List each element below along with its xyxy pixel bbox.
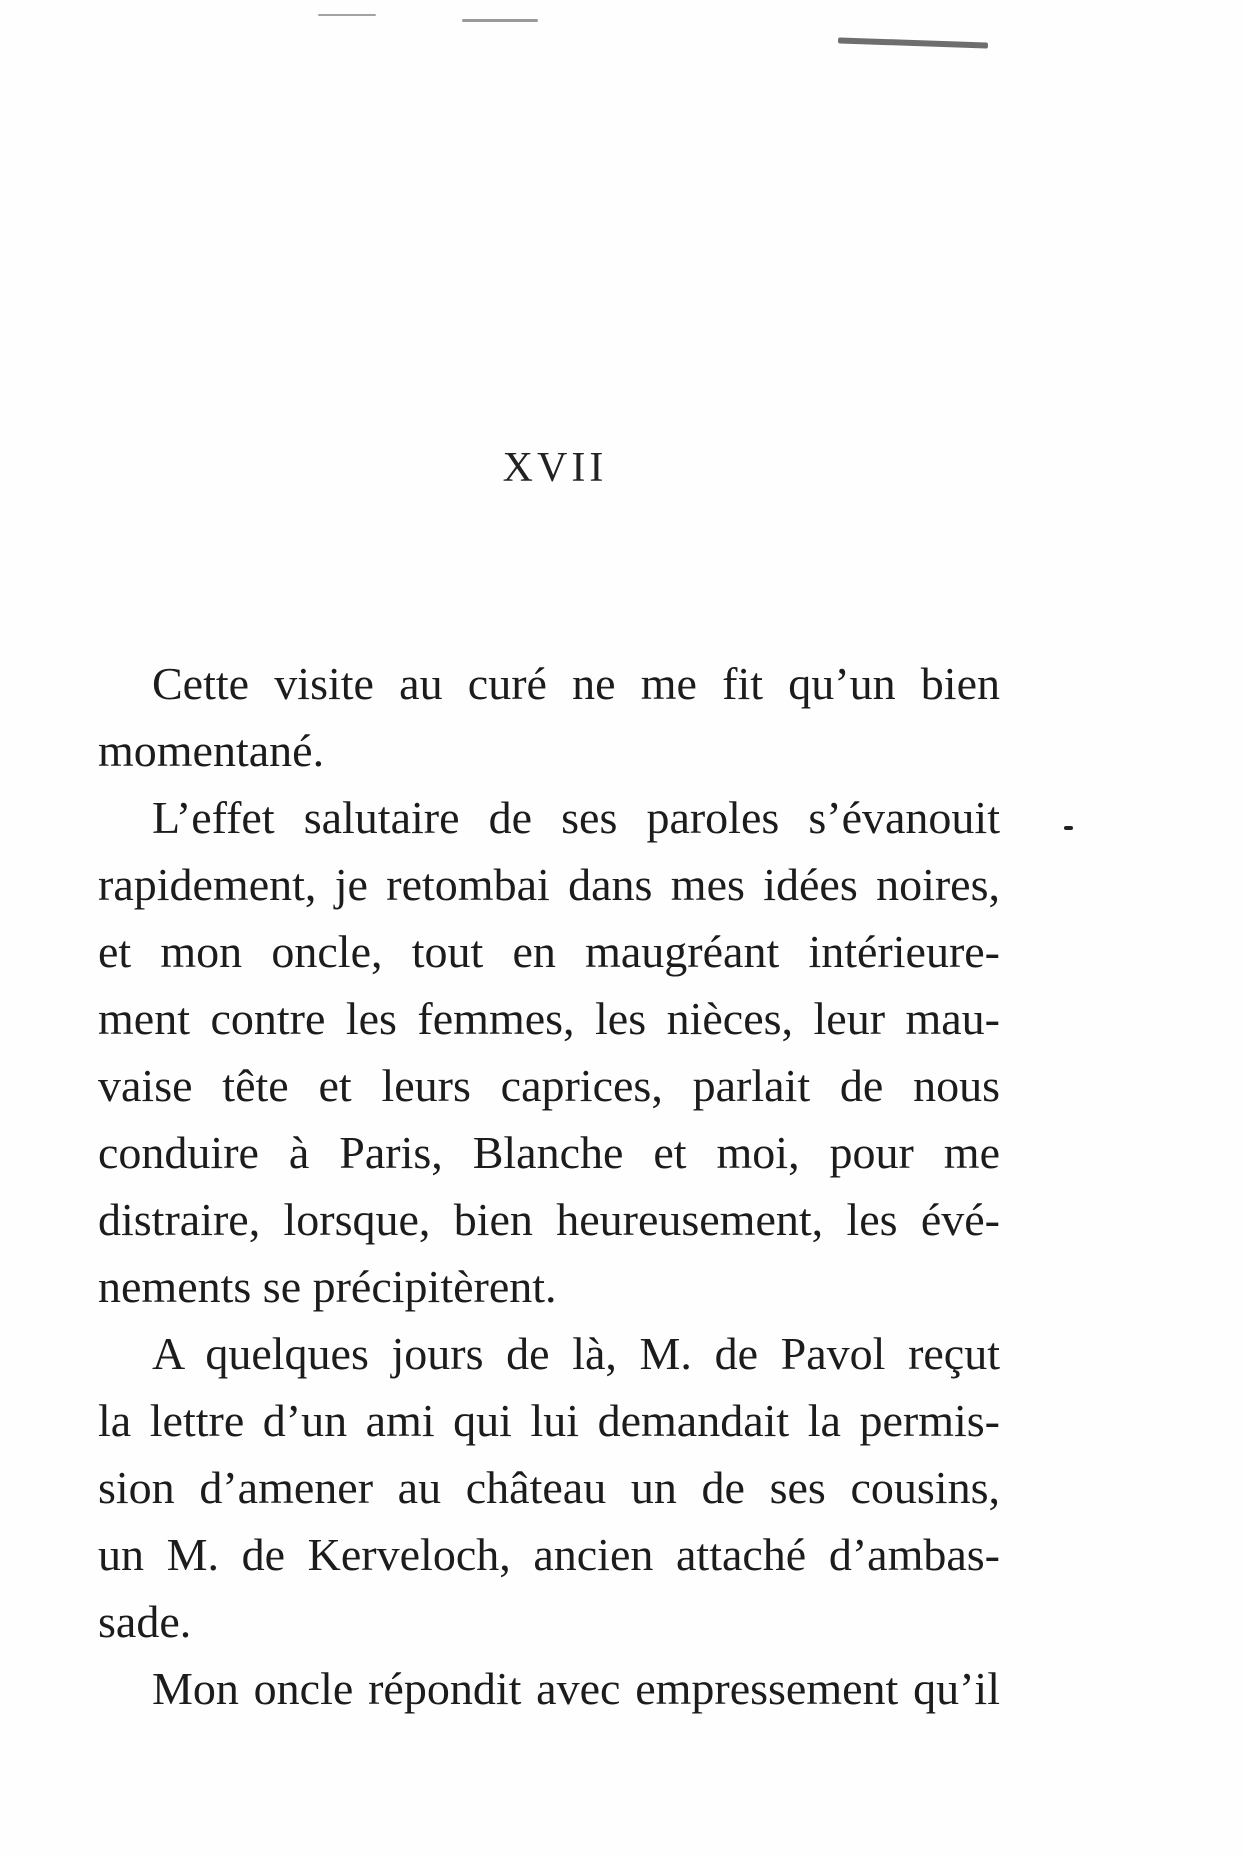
text-line: momentané. bbox=[98, 725, 325, 776]
text-line: sion d’amener au château un de ses cousins, bbox=[98, 1462, 1000, 1513]
text-line: Mon oncle répondit avec empressement qu’il bbox=[152, 1663, 1000, 1714]
text-line: vaise tête et leurs caprices, parlait de nous bbox=[98, 1060, 1000, 1111]
text-line: distraire, lorsque, bien heureusement, les évé- bbox=[98, 1194, 1000, 1245]
scan-artifact bbox=[462, 19, 538, 22]
chapter-heading: XVII bbox=[502, 445, 608, 491]
text-line: rapidement, je retombai dans mes idées noires, bbox=[98, 859, 1000, 910]
text-line: conduire à Paris, Blanche et moi, pour me bbox=[98, 1127, 1000, 1178]
text-line: nements se précipitèrent. bbox=[98, 1261, 557, 1312]
body-text bbox=[98, 650, 1000, 1722]
text-line: A quelques jours de là, M. de Pavol reçut bbox=[152, 1328, 1000, 1379]
text-line: sade. bbox=[98, 1596, 192, 1647]
margin-mark bbox=[1064, 826, 1073, 830]
text-line: Cette visite au curé ne me fit qu’un bien bbox=[152, 658, 1000, 709]
text-line: un M. de Kerveloch, ancien attaché d’ambas- bbox=[98, 1529, 1000, 1580]
text-line: la lettre d’un ami qui lui demandait la permis- bbox=[98, 1395, 1000, 1446]
scan-artifact bbox=[318, 14, 376, 16]
text-line: L’effet salutaire de ses paroles s’évanouit bbox=[152, 792, 1000, 843]
text-line: ment contre les femmes, les nièces, leur mau- bbox=[98, 993, 1000, 1044]
scan-artifact bbox=[838, 37, 988, 48]
text-line: et mon oncle, tout en maugréant intérieure- bbox=[98, 926, 1000, 977]
